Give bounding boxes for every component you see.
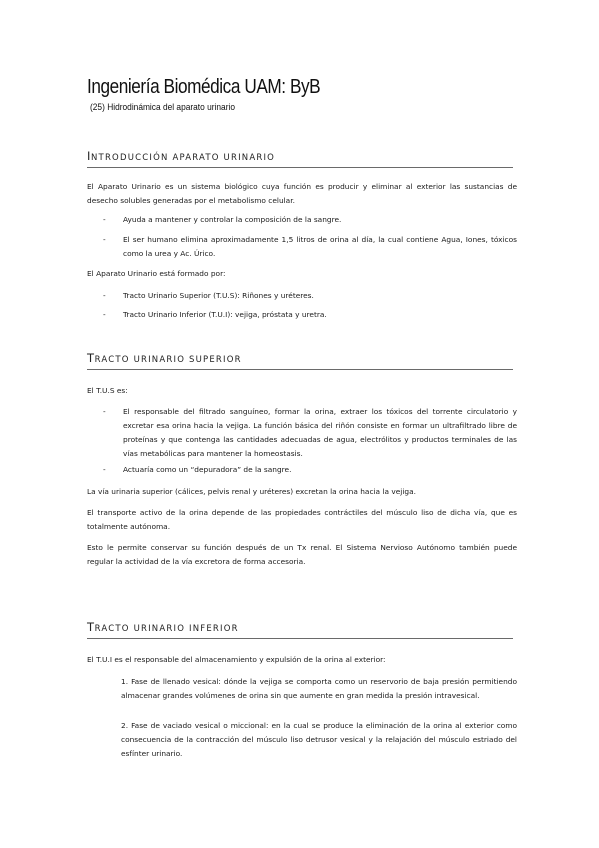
section-title bbox=[87, 150, 513, 164]
paragraph-formed-by: El Aparato Urinario está formado por: bbox=[87, 269, 226, 278]
list-item bbox=[103, 405, 517, 461]
list-item bbox=[103, 233, 517, 261]
list-item bbox=[103, 213, 517, 227]
dash-bullet: - bbox=[103, 407, 106, 416]
section-heading-tracto-superior bbox=[87, 352, 513, 370]
heading-rest: NTRODUCCIÓN APARATO URINARIO bbox=[91, 153, 276, 163]
section-divider bbox=[87, 638, 513, 639]
dash-bullet: - bbox=[103, 291, 106, 300]
list-item-text: Tracto Urinario Superior (T.U.S): Riñones y uréteres. bbox=[123, 291, 314, 300]
list-item-text: Actuaría como un “depuradora” de la sangre. bbox=[123, 465, 292, 474]
heading-initial: I bbox=[87, 149, 91, 163]
list-item bbox=[103, 289, 517, 303]
section-divider bbox=[87, 369, 513, 370]
list-item-text: El ser humano elimina aproximadamente 1,5 litros de orina al día, la cual contiene Agua, Iones, tóxicos como la urea y Ac. Úrico. bbox=[123, 235, 517, 258]
dash-bullet: - bbox=[103, 235, 106, 244]
paragraph-tx-renal: Esto le permite conservar su función después de un Tx renal. El Sistema Nervioso Autónomo también puede regular la actividad de la vía excretora de forma accesoria. bbox=[87, 543, 517, 566]
list-item-text: El responsable del filtrado sanguíneo, formar la orina, extraer los tóxicos del torrente circulatorio y excretar esa orina hacia la vejiga. La función básica del riñón consiste en formar un ultrafiltrado libre de proteínas y que contenga las cantidades adecuadas de agua, electrólitos y productos terminales de las vías metabólicas para mantener la homeostasis. bbox=[123, 407, 517, 458]
dash-bullet: - bbox=[103, 465, 106, 474]
section-heading-tracto-inferior bbox=[87, 621, 513, 639]
dash-bullet: - bbox=[103, 215, 106, 224]
list-item bbox=[103, 308, 517, 322]
paragraph-transporte-activo: El transporte activo de la orina depende de las propiedades contráctiles del músculo liso de dicha vía, que es totalmente autónoma. bbox=[87, 508, 517, 531]
document-subtitle: (25) Hidrodinámica del aparato urinario bbox=[90, 102, 235, 113]
section-title bbox=[87, 352, 513, 366]
heading-rest: RACTO URINARIO SUPERIOR bbox=[94, 355, 242, 365]
dash-bullet: - bbox=[103, 310, 106, 319]
document-title: Ingeniería Biomédica UAM: ByB bbox=[87, 76, 321, 98]
heading-rest: RACTO URINARIO INFERIOR bbox=[94, 624, 239, 634]
list-item bbox=[103, 463, 517, 477]
paragraph-tus-intro: El T.U.S es: bbox=[87, 386, 128, 395]
phase-item: 2. Fase de vaciado vesical o miccional: en la cual se produce la eliminación de la orina al exterior como consecuencia de la contracción del músculo liso detrusor vesical y la relajación del músculo estriado del esfínter urinario. bbox=[121, 721, 517, 758]
section-title bbox=[87, 621, 513, 635]
paragraph-tui-intro: El T.U.I es el responsable del almacenamiento y expulsión de la orina al exterior: bbox=[87, 655, 386, 664]
section-heading-introduccion bbox=[87, 150, 513, 168]
list-item-text: Ayuda a mantener y controlar la composición de la sangre. bbox=[123, 215, 342, 224]
list-item-text: Tracto Urinario Inferior (T.U.I): vejiga, próstata y uretra. bbox=[123, 310, 327, 319]
heading-initial: T bbox=[87, 620, 95, 634]
paragraph-intro: El Aparato Urinario es un sistema biológico cuya función es producir y eliminar al exterior las sustancias de desecho solubles generadas por el metabolismo celular. bbox=[87, 182, 517, 205]
heading-initial: T bbox=[87, 351, 95, 365]
phase-item: 1. Fase de llenado vesical: dónde la vejiga se comporta como un reservorio de baja presión permitiendo almacenar grandes volúmenes de orina sin que aumente en gran medida la presión intravesical. bbox=[121, 677, 517, 700]
paragraph-via-superior: La vía urinaria superior (cálices, pelvis renal y uréteres) excretan la orina hacia la vejiga. bbox=[87, 487, 416, 496]
section-divider bbox=[87, 167, 513, 168]
